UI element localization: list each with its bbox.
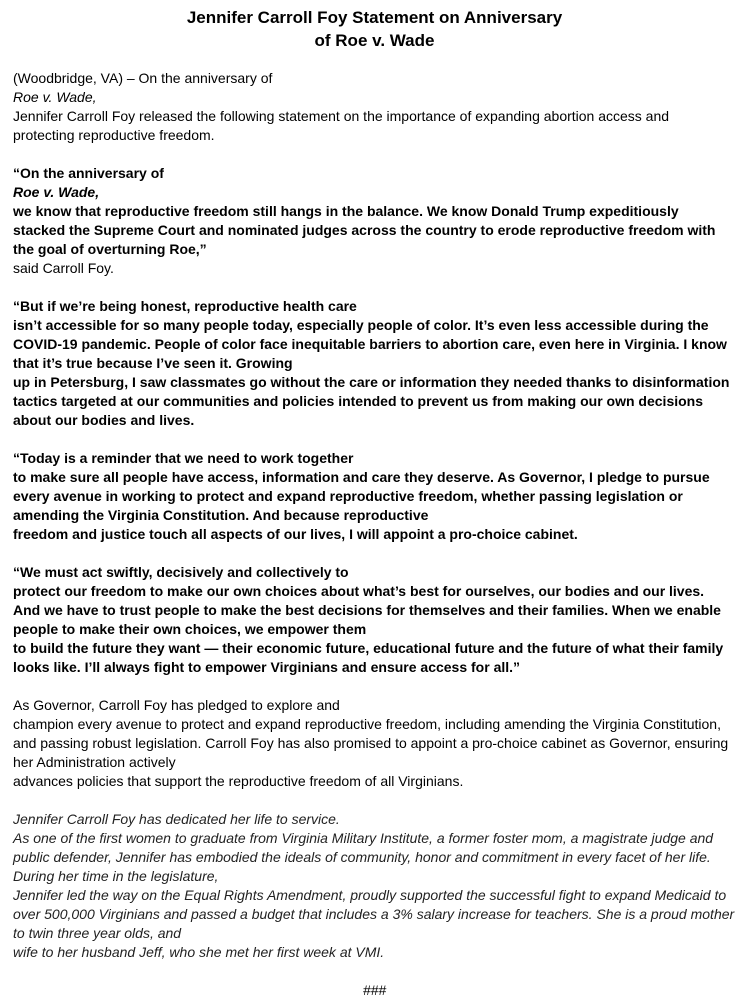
quote-line: up in Petersburg, I saw classmates go without the care or information they needed thanks to disinformation (13, 374, 730, 390)
quote-line: “On the anniversary of (13, 165, 164, 181)
pledge-paragraph (13, 696, 736, 791)
quote-case-name: Roe v. Wade, (13, 184, 100, 200)
quote-line: isn’t accessible for so many people today, especially people of color. It’s even less accessible during the (13, 317, 709, 333)
bio-line: Jennifer Carroll Foy has dedicated her life to service. (13, 811, 340, 827)
bio-line: wife to her husband Jeff, who she met her first week at VMI. (13, 944, 385, 960)
quote-line: “But if we’re being honest, reproductive health care (13, 298, 357, 314)
bio-line: As one of the first women to graduate from Virginia Military Institute, a former foster mom, a magistrate judge and (13, 830, 714, 846)
quote-line: amending the Virginia Constitution. And because reproductive (13, 507, 429, 523)
pledge-line: and passing robust legislation. Carroll Foy has also promised to appoint a pro-choice cabinet as Governor, ensuring (13, 735, 729, 751)
bio-line: over 500,000 Virginians and passed a budget that includes a 3% salary increase for teachers. She is a proud mother (13, 906, 735, 922)
quote-line: people to make their own choices, we empower them (13, 621, 367, 637)
quote-line: to build the future they want — their economic future, educational future and the future of what their family (13, 640, 724, 656)
quote-line: “We must act swiftly, decisively and collectively to (13, 564, 349, 580)
quote-line: looks like. I’ll always fight to empower Virginians and ensure access for all.” (13, 659, 521, 675)
pledge-line: As Governor, Carroll Foy has pledged to explore and (13, 697, 340, 713)
quote-line: tactics targeted at our communities and policies intended to prevent us from making our own decisions (13, 393, 704, 409)
pledge-line: her Administration actively (13, 754, 176, 770)
quote-paragraph-2 (13, 297, 736, 430)
quote-line: that it’s true because I’ve seen it. Growing (13, 355, 293, 371)
bio-line: During her time in the legislature, (13, 868, 219, 884)
quote-attribution: said Carroll Foy. (13, 260, 114, 276)
bio-line: to twin three year olds, and (13, 925, 182, 941)
quote-line: stacked the Supreme Court and nominated judges across the country to erode reproductive freedom with (13, 222, 716, 238)
bio-paragraph (13, 810, 736, 962)
quote-line: And we have to trust people to make the best decisions for themselves and their families. When we enable (13, 602, 721, 618)
bio-line: Jennifer led the way on the Equal Rights Amendment, proudly supported the successful fight to expand Medicaid to (13, 887, 727, 903)
quote-paragraph-4 (13, 563, 736, 677)
quote-line: protect our freedom to make our own choices about what’s best for ourselves, our bodies and our lives. (13, 583, 705, 599)
quote-line: freedom and justice touch all aspects of our lives, I will appoint a pro-choice cabinet. (13, 526, 578, 542)
quote-paragraph-3 (13, 449, 736, 544)
intro-line: protecting reproductive freedom. (13, 127, 215, 143)
quote-paragraph-1 (13, 164, 736, 278)
intro-case-name: Roe v. Wade, (13, 89, 97, 105)
pledge-line: advances policies that support the reproductive freedom of all Virginians. (13, 773, 464, 789)
intro-line: Jennifer Carroll Foy released the following statement on the importance of expanding abortion access and (13, 108, 670, 124)
title-line-2: of Roe v. Wade (314, 31, 435, 50)
quote-line: every avenue in working to protect and expand reproductive freedom, whether passing legislation or (13, 488, 683, 504)
intro-line: (Woodbridge, VA) – On the anniversary of (13, 70, 273, 86)
title-line-1: Jennifer Carroll Foy Statement on Anniversary (186, 8, 563, 27)
quote-line: “Today is a reminder that we need to work together (13, 450, 354, 466)
pledge-line: champion every avenue to protect and expand reproductive freedom, including amending the Virginia Constitution, (13, 716, 721, 732)
end-mark: ### (362, 982, 387, 998)
quote-line: to make sure all people have access, information and care they deserve. As Governor, I pledge to pursue (13, 469, 710, 485)
quote-line: the goal of overturning Roe,” (13, 241, 207, 257)
intro-paragraph (13, 69, 736, 145)
quote-line: about our bodies and lives. (13, 412, 195, 428)
quote-line: COVID-19 pandemic. People of color face inequitable barriers to abortion care, even here in Virginia. I know (13, 336, 727, 352)
bio-line: public defender, Jennifer has embodied the ideals of community, honor and commitment in every facet of her life. (13, 849, 711, 865)
page-title (13, 6, 736, 52)
quote-line: we know that reproductive freedom still hangs in the balance. We know Donald Trump expeditiously (13, 203, 679, 219)
